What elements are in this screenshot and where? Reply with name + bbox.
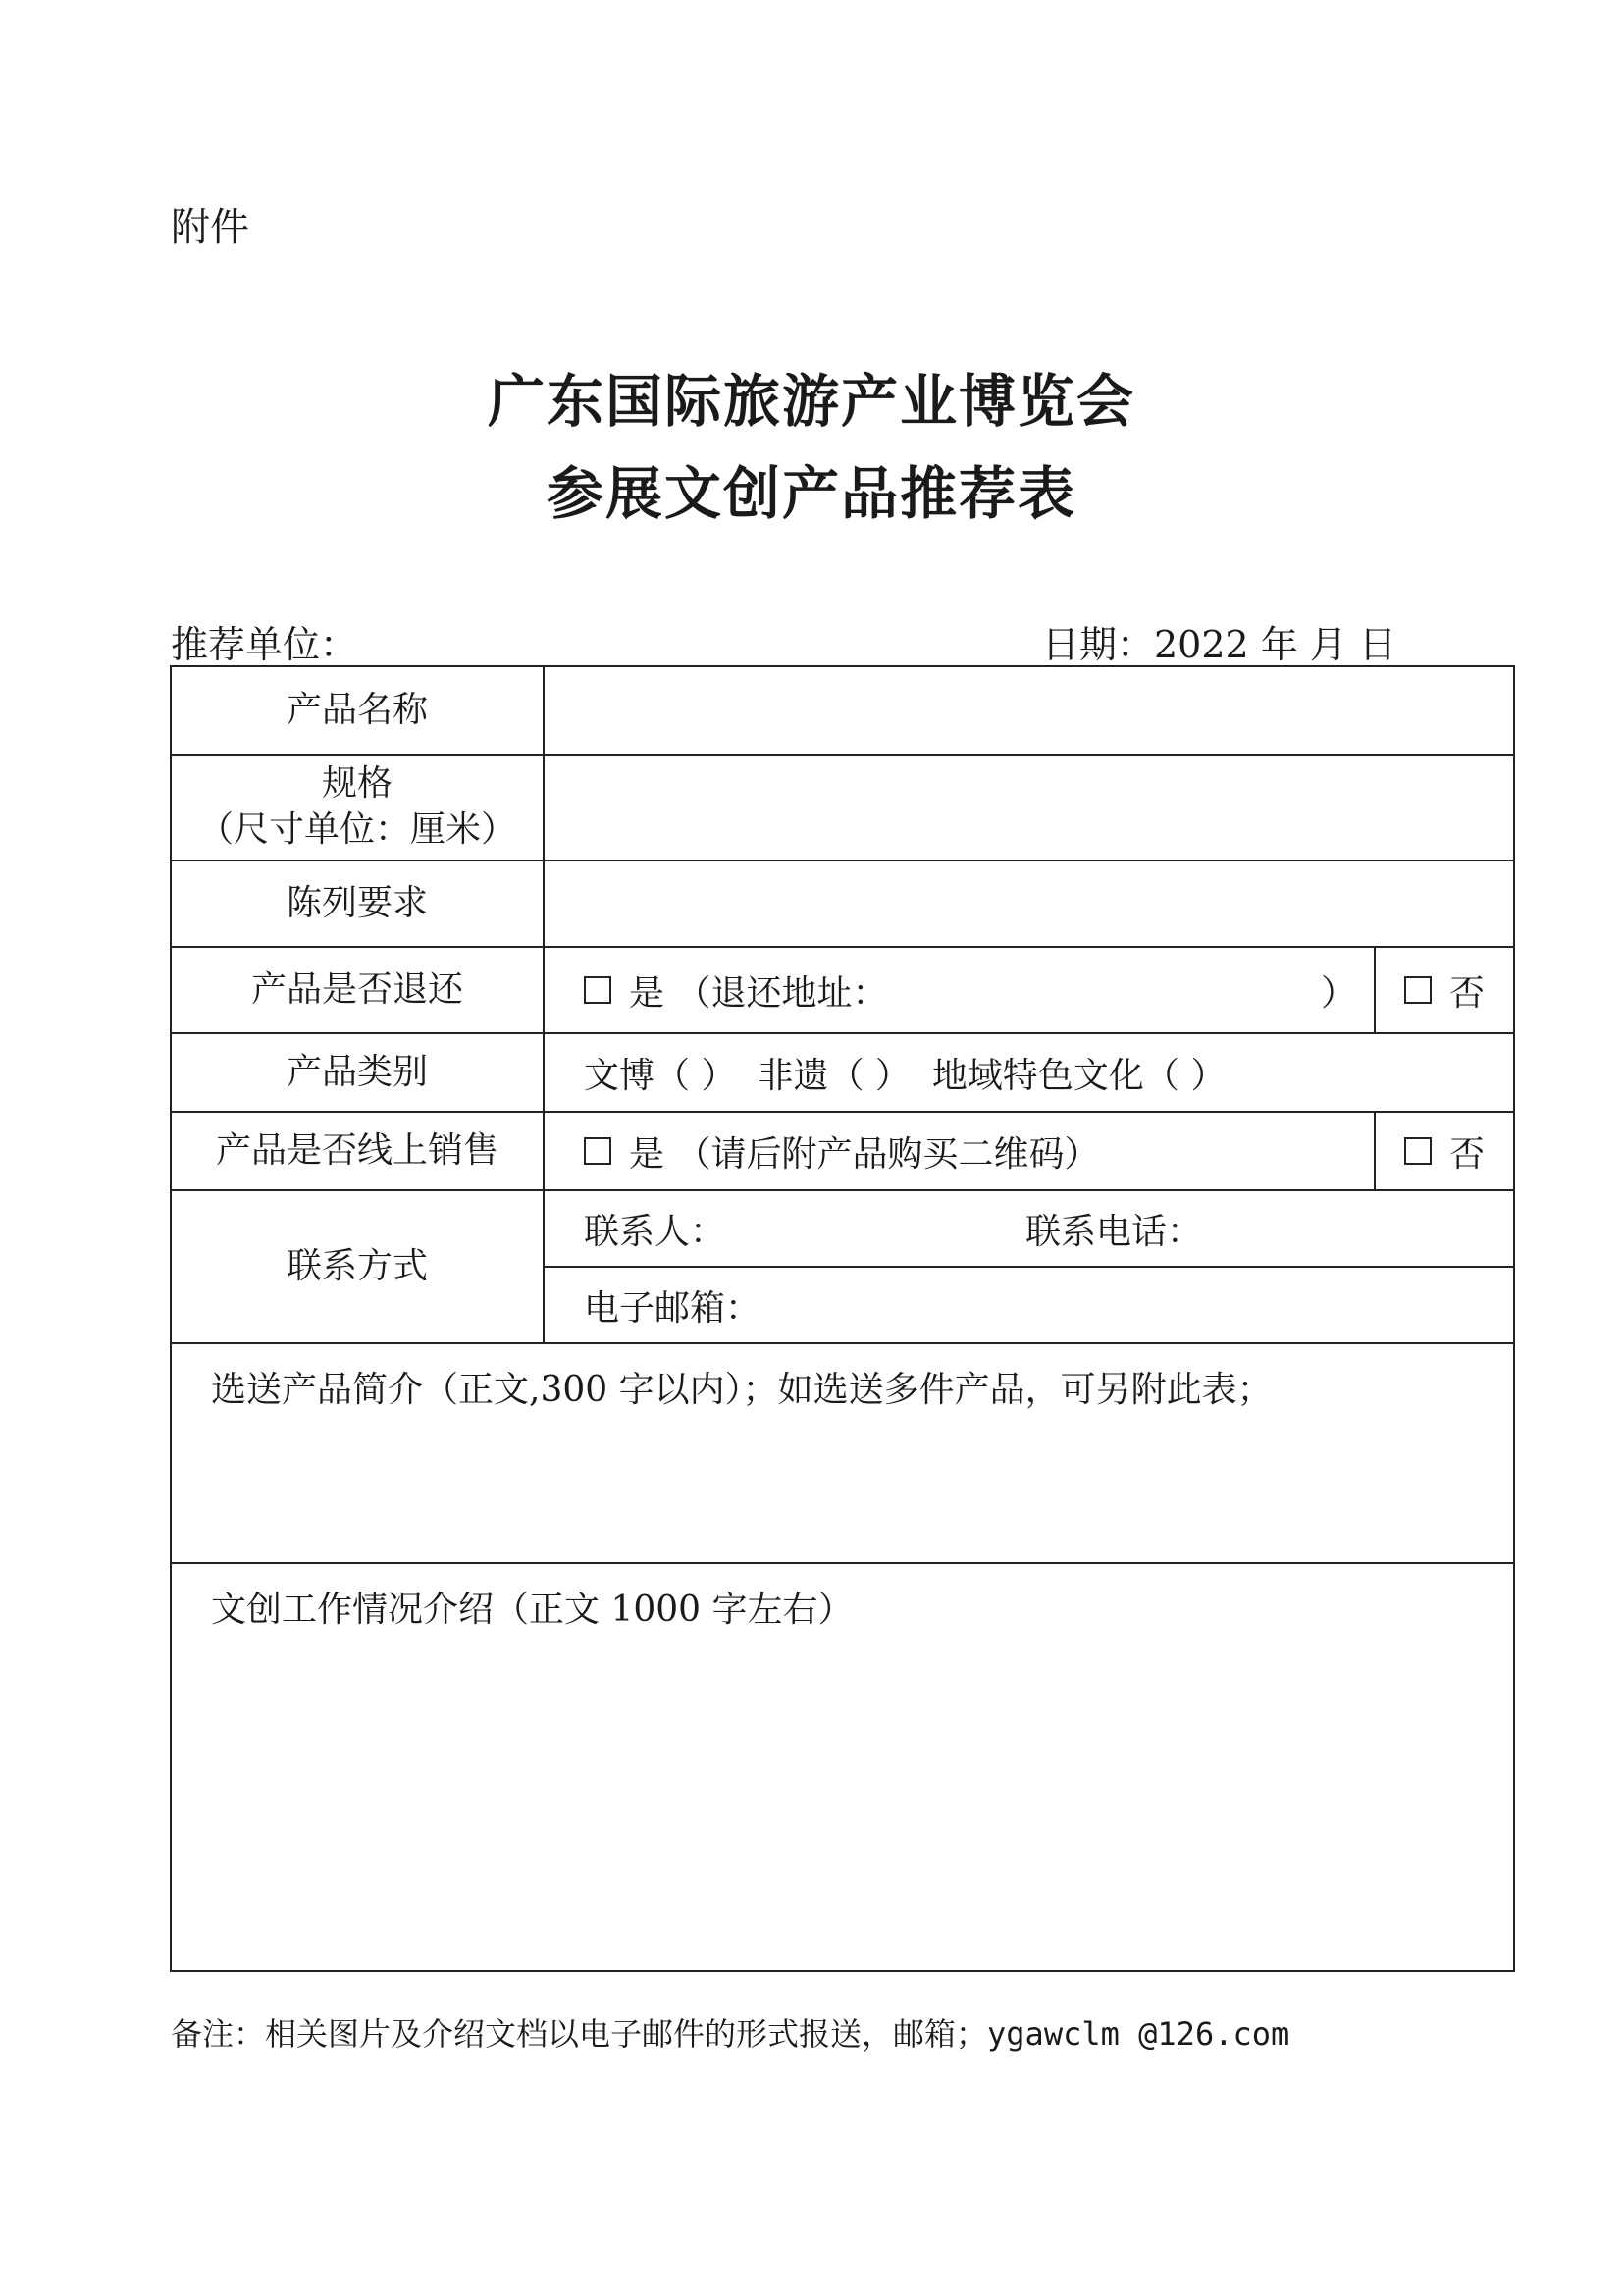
intro-field[interactable]	[172, 1344, 1273, 1562]
intro-label: 选送产品简介（正文,300 字以内）；如选送多件产品，可另附此表；	[211, 1370, 1273, 1410]
online-yes-text: 是 （请后附产品购买二维码）	[629, 1133, 1100, 1174]
category-local[interactable]: 地域特色文化（ ）	[931, 1055, 1227, 1096]
category-label: 产品类别	[172, 1034, 545, 1111]
return-yes-text: 是 （退还地址：	[629, 972, 888, 1014]
recommender-label: 推荐单位：	[171, 623, 358, 666]
online-yes-checkbox[interactable]	[584, 1137, 611, 1165]
row-intro	[172, 1342, 1513, 1562]
return-no-checkbox[interactable]	[1404, 976, 1432, 1004]
contact-email-row	[545, 1266, 1513, 1342]
online-yes-option[interactable]	[545, 1113, 1376, 1189]
category-feiyi[interactable]: 非遗（ ）	[758, 1055, 911, 1096]
row-product-name	[172, 667, 1513, 754]
return-no-text: 否	[1448, 972, 1485, 1014]
product-name-field[interactable]	[545, 667, 1513, 754]
row-category	[172, 1032, 1513, 1111]
row-display	[172, 860, 1513, 946]
return-no-option[interactable]	[1376, 948, 1513, 1032]
contact-person-row	[545, 1191, 1513, 1266]
online-no-text: 否	[1448, 1133, 1485, 1174]
contact-label: 联系方式	[172, 1191, 545, 1342]
title-line-2: 参展文创产品推荐表	[546, 460, 1076, 527]
display-field[interactable]	[545, 861, 1513, 946]
row-contact	[172, 1189, 1513, 1342]
category-wenbo[interactable]: 文博（ ）	[584, 1055, 737, 1096]
online-no-option[interactable]	[1376, 1113, 1513, 1189]
return-yes-option[interactable]	[545, 948, 1376, 1032]
attachment-label: 附件	[171, 205, 249, 250]
spec-label-line1: 规格	[321, 763, 393, 805]
contact-email-label: 电子邮箱：	[584, 1287, 761, 1329]
contact-phone-label: 联系电话：	[1025, 1211, 1203, 1252]
return-close-paren: ）	[1320, 972, 1356, 1014]
display-label: 陈列要求	[172, 861, 545, 946]
title-line-1: 广东国际旅游产业博览会	[487, 368, 1135, 435]
row-work	[172, 1562, 1513, 1970]
footer-note-text: 备注：相关图片及介绍文档以电子邮件的形式报送，邮箱；	[171, 2015, 988, 2053]
spec-label	[172, 756, 545, 860]
recommendation-form	[170, 665, 1515, 1972]
footer-email: ygawclm @126.com	[987, 2015, 1290, 2053]
work-field[interactable]	[172, 1564, 854, 1970]
category-options	[545, 1034, 1513, 1111]
online-no-checkbox[interactable]	[1404, 1137, 1432, 1165]
spec-label-line2: （尺寸单位：厘米）	[197, 809, 516, 850]
online-label: 产品是否线上销售	[172, 1113, 545, 1189]
product-name-label: 产品名称	[172, 667, 545, 754]
return-yes-checkbox[interactable]	[584, 976, 611, 1004]
row-spec	[172, 754, 1513, 860]
date-label: 日期：2022 年 月 日	[1042, 623, 1396, 666]
row-online	[172, 1111, 1513, 1189]
contact-person-label: 联系人：	[584, 1211, 726, 1252]
spec-field[interactable]	[545, 756, 1513, 860]
return-label: 产品是否退还	[172, 948, 545, 1032]
footer-note	[171, 2009, 1289, 2055]
work-label: 文创工作情况介绍（正文 1000 字左右）	[211, 1590, 854, 1630]
row-return	[172, 946, 1513, 1032]
